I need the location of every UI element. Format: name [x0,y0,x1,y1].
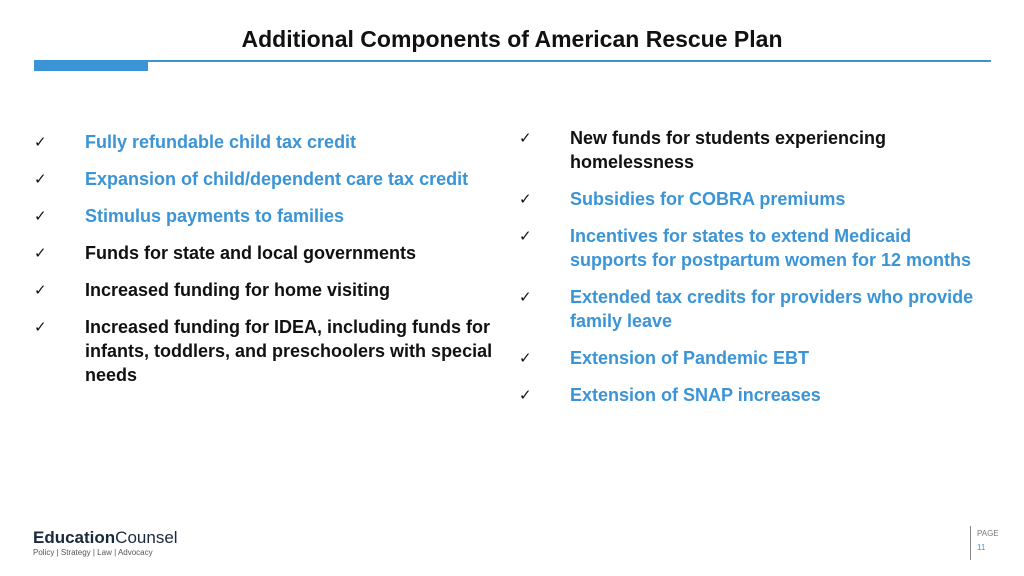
left-checklist [34,130,504,400]
list-item [34,204,504,228]
check-icon: ✓ [34,318,47,336]
check-icon: ✓ [519,349,532,367]
list-item [34,130,504,154]
check-icon: ✓ [34,281,47,299]
slide-title: Additional Components of American Rescue Plan [241,26,783,52]
logo-light-text: Counsel [115,528,178,547]
list-item [519,187,989,211]
list-item [34,315,504,387]
list-item-text: Extension of Pandemic EBT [570,348,810,368]
check-icon: ✓ [34,170,47,188]
list-item [519,383,989,407]
list-item-text: Subsidies for COBRA premiums [570,189,846,209]
list-item [519,346,989,370]
list-item [34,278,504,302]
check-icon: ✓ [519,288,532,306]
page-indicator [970,526,999,560]
check-icon: ✓ [519,227,532,245]
list-item-text: Funds for state and local governments [85,243,417,263]
list-item-text: Incentives for states to extend Medicaid supports for postpartum women for 12 months [570,226,972,270]
education-counsel-logo [33,529,178,557]
title-accent-bar [34,62,148,71]
list-item-text: Extension of SNAP increases [570,385,821,405]
logo-bold-text: Education [33,528,116,547]
list-item-text: Fully refundable child tax credit [85,132,357,152]
check-icon: ✓ [34,244,47,262]
right-checklist [519,126,989,420]
list-item-text: New funds for students experiencing homelessness [570,128,887,172]
list-item [34,167,504,191]
check-icon: ✓ [519,190,532,208]
list-item-text: Extended tax credits for providers who provide family leave [570,287,974,331]
list-item-text: Stimulus payments to families [85,206,345,226]
list-item-text: Expansion of child/dependent care tax credit [85,169,469,189]
list-item [519,285,989,333]
title-divider [34,60,991,62]
logo-tagline: Policy | Strategy | Law | Advocacy [33,548,153,557]
list-item-text: Increased funding for IDEA, including funds for infants, toddlers, and preschoolers with special needs [85,317,493,385]
check-icon: ✓ [519,129,532,147]
page-number: 11 [977,543,986,552]
list-item [519,126,989,174]
list-item [519,224,989,272]
list-item-text: Increased funding for home visiting [85,280,391,300]
page-label: PAGE [977,529,999,538]
logo-wordmark [33,529,178,547]
check-icon: ✓ [34,133,47,151]
check-icon: ✓ [34,207,47,225]
list-item [34,241,504,265]
check-icon: ✓ [519,386,532,404]
